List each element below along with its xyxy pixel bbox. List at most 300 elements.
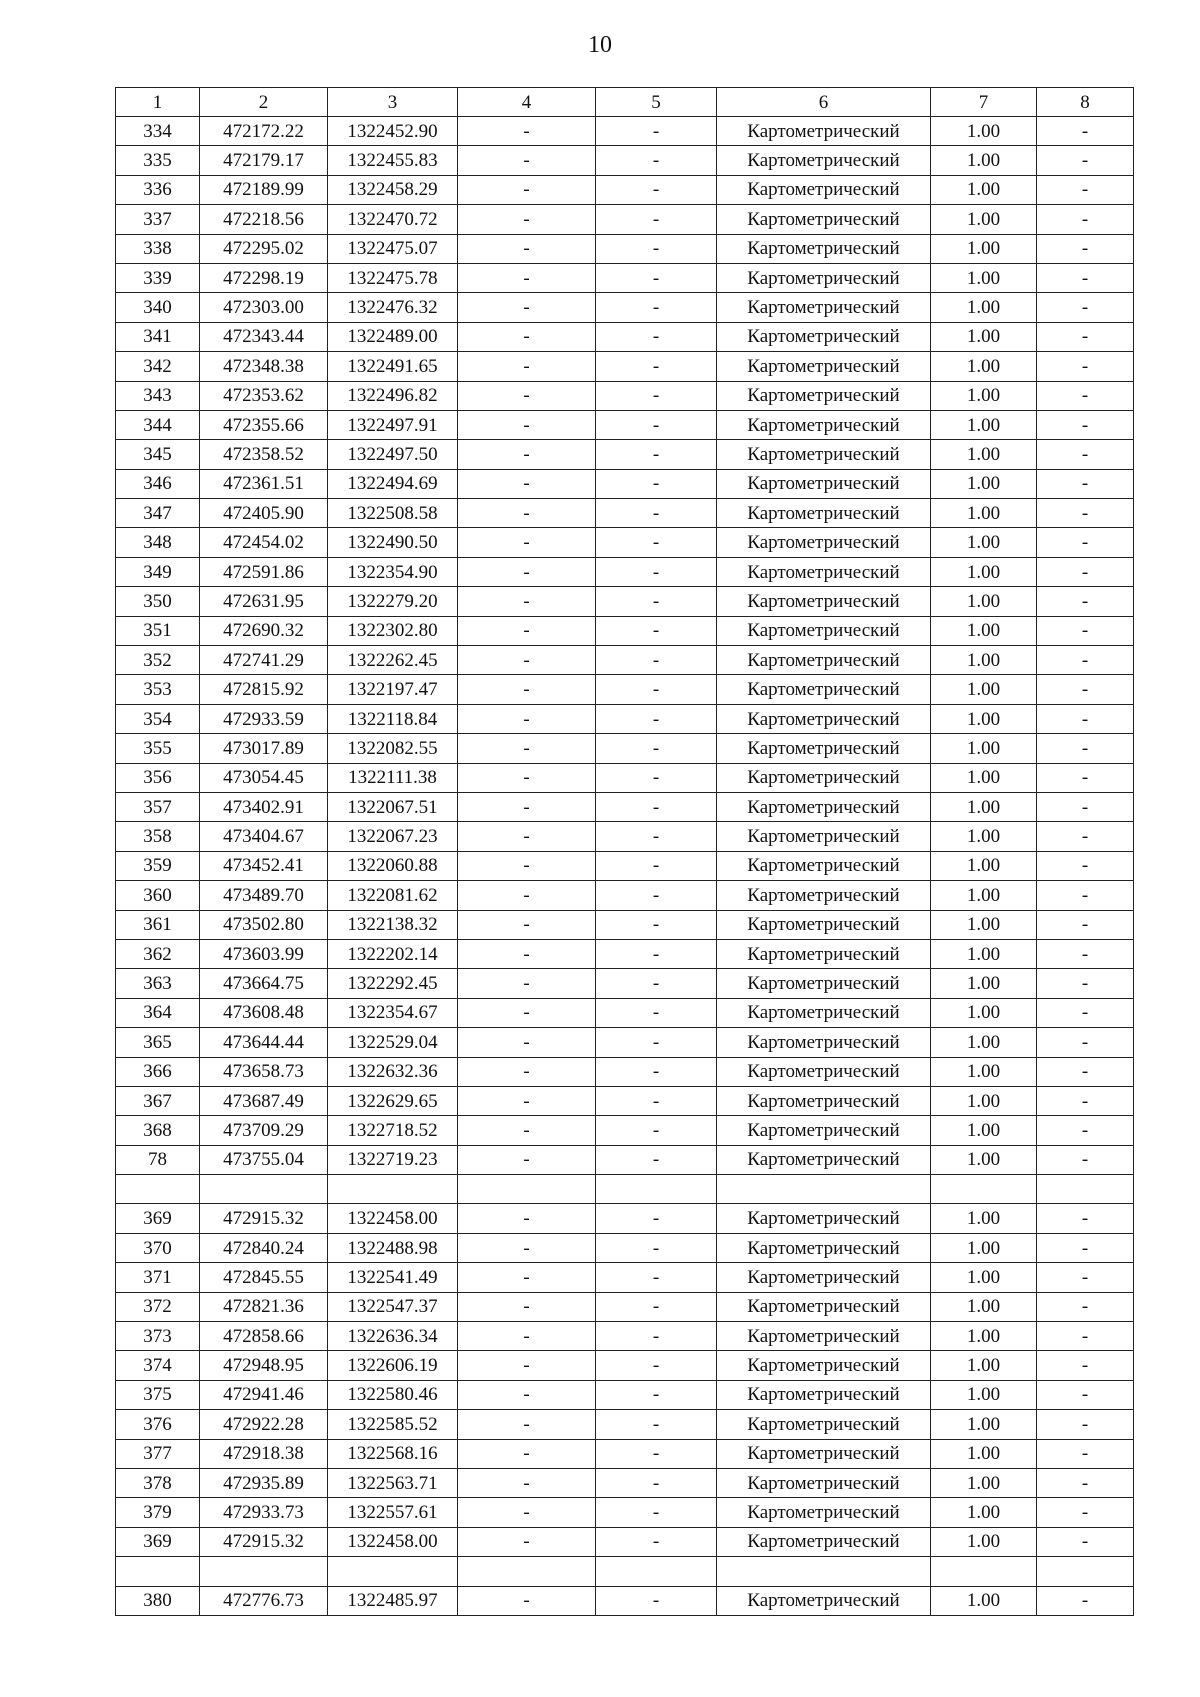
table-cell-col-2: 472348.38 bbox=[200, 352, 328, 381]
table-cell-col-5: - bbox=[596, 998, 717, 1027]
table-cell-col-4: - bbox=[458, 1204, 596, 1233]
table-row bbox=[116, 1527, 1134, 1556]
table-cell-col-2: 472915.32 bbox=[200, 1204, 328, 1233]
table-cell-col-8: - bbox=[1037, 1116, 1134, 1145]
table-cell-col-5: - bbox=[596, 1028, 717, 1057]
table-cell-col-2: 473502.80 bbox=[200, 910, 328, 939]
table-cell-col-4: - bbox=[458, 205, 596, 234]
table-cell-col-3: 1322081.62 bbox=[328, 881, 458, 910]
table-cell-col-1: 362 bbox=[116, 939, 200, 968]
table-cell-col-7: 1.00 bbox=[931, 175, 1037, 204]
table-cell-col-3: 1322547.37 bbox=[328, 1292, 458, 1321]
table-cell-col-2: 472690.32 bbox=[200, 616, 328, 645]
separator-row bbox=[116, 1175, 1134, 1204]
table-cell-col-6: Картометрический bbox=[717, 1263, 931, 1292]
table-cell-col-1: 339 bbox=[116, 263, 200, 292]
table-cell-col-2: 472918.38 bbox=[200, 1439, 328, 1468]
table-cell-col-1: 379 bbox=[116, 1498, 200, 1527]
table-cell-col-7: 1.00 bbox=[931, 1233, 1037, 1262]
table-cell-col-1: 356 bbox=[116, 763, 200, 792]
table-cell-col-4: - bbox=[458, 146, 596, 175]
table-cell-col-3: 1322636.34 bbox=[328, 1322, 458, 1351]
table-row bbox=[116, 1292, 1134, 1321]
table-cell-col-4: - bbox=[458, 1086, 596, 1115]
table-cell-col-4: - bbox=[458, 998, 596, 1027]
column-header-6: 6 bbox=[717, 88, 931, 117]
table-cell-col-4: - bbox=[458, 792, 596, 821]
table-cell-col-5: - bbox=[596, 352, 717, 381]
table-cell-col-4: - bbox=[458, 1233, 596, 1262]
table-cell-col-5: - bbox=[596, 175, 717, 204]
table-cell-col-4: - bbox=[458, 1028, 596, 1057]
table-row bbox=[116, 234, 1134, 263]
table-cell-col-3: 1322568.16 bbox=[328, 1439, 458, 1468]
table-cell-col-8: - bbox=[1037, 117, 1134, 146]
table-cell-col-2: 472172.22 bbox=[200, 117, 328, 146]
table-cell-col-4: - bbox=[458, 557, 596, 586]
table-row bbox=[116, 146, 1134, 175]
table-cell-col-7: 1.00 bbox=[931, 1028, 1037, 1057]
table-cell-col-6: Картометрический bbox=[717, 851, 931, 880]
table-cell-col-2 bbox=[200, 1557, 328, 1586]
table-cell-col-6: Картометрический bbox=[717, 1145, 931, 1174]
table-cell-col-2: 472343.44 bbox=[200, 322, 328, 351]
table-cell-col-4: - bbox=[458, 322, 596, 351]
table-cell-col-2: 472858.66 bbox=[200, 1322, 328, 1351]
table-cell-col-6: Картометрический bbox=[717, 587, 931, 616]
table-cell-col-6: Картометрический bbox=[717, 205, 931, 234]
table-row bbox=[116, 1439, 1134, 1468]
table-cell-col-7: 1.00 bbox=[931, 1498, 1037, 1527]
table-cell-col-2: 473017.89 bbox=[200, 734, 328, 763]
table-cell-col-7: 1.00 bbox=[931, 1380, 1037, 1409]
table-row bbox=[116, 1586, 1134, 1615]
column-header-4: 4 bbox=[458, 88, 596, 117]
table-row bbox=[116, 998, 1134, 1027]
table-cell-col-1: 369 bbox=[116, 1204, 200, 1233]
table-cell-col-4: - bbox=[458, 381, 596, 410]
table-cell-col-1: 337 bbox=[116, 205, 200, 234]
table-cell-col-3: 1322606.19 bbox=[328, 1351, 458, 1380]
table-cell-col-2: 472454.02 bbox=[200, 528, 328, 557]
table-cell-col-7: 1.00 bbox=[931, 146, 1037, 175]
table-row bbox=[116, 851, 1134, 880]
table-cell-col-3: 1322475.78 bbox=[328, 263, 458, 292]
table-cell-col-5: - bbox=[596, 410, 717, 439]
table-cell-col-2: 473054.45 bbox=[200, 763, 328, 792]
table-cell-col-2: 472845.55 bbox=[200, 1263, 328, 1292]
table-row bbox=[116, 1322, 1134, 1351]
table-cell-col-5: - bbox=[596, 1498, 717, 1527]
table-cell-col-8: - bbox=[1037, 1439, 1134, 1468]
table-cell-col-7: 1.00 bbox=[931, 234, 1037, 263]
table-cell-col-4: - bbox=[458, 528, 596, 557]
table-cell-col-8: - bbox=[1037, 1468, 1134, 1497]
table-cell-col-8: - bbox=[1037, 1410, 1134, 1439]
table-cell-col-2: 472815.92 bbox=[200, 675, 328, 704]
table-cell-col-3: 1322476.32 bbox=[328, 293, 458, 322]
table-cell-col-6: Картометрический bbox=[717, 1351, 931, 1380]
table-cell-col-6: Картометрический bbox=[717, 822, 931, 851]
table-cell-col-3: 1322118.84 bbox=[328, 704, 458, 733]
table-cell-col-5: - bbox=[596, 646, 717, 675]
table-cell-col-6: Картометрический bbox=[717, 381, 931, 410]
table-cell-col-2: 473404.67 bbox=[200, 822, 328, 851]
table-cell-col-1: 345 bbox=[116, 440, 200, 469]
table-cell-col-7: 1.00 bbox=[931, 440, 1037, 469]
table-cell-col-7: 1.00 bbox=[931, 410, 1037, 439]
table-cell-col-8: - bbox=[1037, 1204, 1134, 1233]
table-cell-col-1: 78 bbox=[116, 1145, 200, 1174]
table-cell-col-5: - bbox=[596, 234, 717, 263]
table-cell-col-1: 340 bbox=[116, 293, 200, 322]
table-cell-col-7: 1.00 bbox=[931, 704, 1037, 733]
table-row bbox=[116, 616, 1134, 645]
table-cell-col-3: 1322455.83 bbox=[328, 146, 458, 175]
table-cell-col-1: 347 bbox=[116, 499, 200, 528]
table-cell-col-6: Картометрический bbox=[717, 616, 931, 645]
table-cell-col-2: 472303.00 bbox=[200, 293, 328, 322]
table-cell-col-2: 472298.19 bbox=[200, 263, 328, 292]
table-cell-col-8: - bbox=[1037, 528, 1134, 557]
table-cell-col-3: 1322563.71 bbox=[328, 1468, 458, 1497]
table-row bbox=[116, 1233, 1134, 1262]
table-cell-col-3: 1322497.91 bbox=[328, 410, 458, 439]
table-cell-col-6: Картометрический bbox=[717, 675, 931, 704]
table-cell-col-2: 472915.32 bbox=[200, 1527, 328, 1556]
table-cell-col-5: - bbox=[596, 1410, 717, 1439]
table-cell-col-2: 472933.73 bbox=[200, 1498, 328, 1527]
table-cell-col-3: 1322529.04 bbox=[328, 1028, 458, 1057]
table-cell-col-3: 1322262.45 bbox=[328, 646, 458, 675]
table-cell-col-8: - bbox=[1037, 646, 1134, 675]
table-cell-col-2: 472840.24 bbox=[200, 1233, 328, 1262]
table-cell-col-1: 352 bbox=[116, 646, 200, 675]
table-cell-col-3: 1322496.82 bbox=[328, 381, 458, 410]
table-cell-col-5: - bbox=[596, 881, 717, 910]
table-cell-col-4: - bbox=[458, 410, 596, 439]
table-cell-col-5: - bbox=[596, 675, 717, 704]
table-cell-col-2: 472179.17 bbox=[200, 146, 328, 175]
table-row bbox=[116, 440, 1134, 469]
table-cell-col-5: - bbox=[596, 1380, 717, 1409]
table-cell-col-1: 344 bbox=[116, 410, 200, 439]
table-cell-col-4: - bbox=[458, 587, 596, 616]
table-row bbox=[116, 1468, 1134, 1497]
table-cell-col-7: 1.00 bbox=[931, 1145, 1037, 1174]
table-cell-col-6: Картометрический bbox=[717, 939, 931, 968]
table-cell-col-1: 350 bbox=[116, 587, 200, 616]
table-cell-col-4: - bbox=[458, 175, 596, 204]
table-cell-col-2: 472935.89 bbox=[200, 1468, 328, 1497]
table-cell-col-4: - bbox=[458, 1116, 596, 1145]
table-cell-col-4: - bbox=[458, 646, 596, 675]
table-cell-col-1: 341 bbox=[116, 322, 200, 351]
table-cell-col-6: Картометрический bbox=[717, 557, 931, 586]
table-cell-col-6: Картометрический bbox=[717, 1586, 931, 1615]
table-cell-col-1: 343 bbox=[116, 381, 200, 410]
table-cell-col-4: - bbox=[458, 1498, 596, 1527]
table-cell-col-6: Картометрический bbox=[717, 1057, 931, 1086]
table-cell-col-2: 473644.44 bbox=[200, 1028, 328, 1057]
table-cell-col-1: 348 bbox=[116, 528, 200, 557]
table-cell-col-4: - bbox=[458, 763, 596, 792]
table-cell-col-2: 472741.29 bbox=[200, 646, 328, 675]
table-cell-col-6 bbox=[717, 1557, 931, 1586]
table-cell-col-7 bbox=[931, 1557, 1037, 1586]
table-row bbox=[116, 939, 1134, 968]
table-cell-col-8: - bbox=[1037, 969, 1134, 998]
table-cell-col-1: 372 bbox=[116, 1292, 200, 1321]
table-cell-col-5: - bbox=[596, 1233, 717, 1262]
table-cell-col-3: 1322629.65 bbox=[328, 1086, 458, 1115]
table-cell-col-8: - bbox=[1037, 557, 1134, 586]
table-cell-col-4: - bbox=[458, 851, 596, 880]
table-row bbox=[116, 675, 1134, 704]
table-cell-col-5: - bbox=[596, 1204, 717, 1233]
table-cell-col-2: 473658.73 bbox=[200, 1057, 328, 1086]
table-cell-col-3: 1322719.23 bbox=[328, 1145, 458, 1174]
table-cell-col-2: 472358.52 bbox=[200, 440, 328, 469]
table-cell-col-8: - bbox=[1037, 881, 1134, 910]
table-cell-col-6: Картометрический bbox=[717, 1086, 931, 1115]
table-cell-col-3: 1322718.52 bbox=[328, 1116, 458, 1145]
table-cell-col-4: - bbox=[458, 440, 596, 469]
table-cell-col-6: Картометрический bbox=[717, 322, 931, 351]
table-cell-col-4: - bbox=[458, 293, 596, 322]
table-cell-col-6 bbox=[717, 1175, 931, 1204]
table-cell-col-5: - bbox=[596, 1263, 717, 1292]
table-cell-col-2: 472295.02 bbox=[200, 234, 328, 263]
table-cell-col-4: - bbox=[458, 1351, 596, 1380]
table-cell-col-6: Картометрический bbox=[717, 792, 931, 821]
table-cell-col-5: - bbox=[596, 205, 717, 234]
table-cell-col-5: - bbox=[596, 939, 717, 968]
table-cell-col-1: 336 bbox=[116, 175, 200, 204]
table-cell-col-3: 1322632.36 bbox=[328, 1057, 458, 1086]
table-cell-col-5: - bbox=[596, 528, 717, 557]
table-cell-col-8: - bbox=[1037, 734, 1134, 763]
separator-row bbox=[116, 1557, 1134, 1586]
table-cell-col-7: 1.00 bbox=[931, 1322, 1037, 1351]
table-cell-col-1: 334 bbox=[116, 117, 200, 146]
table-cell-col-7: 1.00 bbox=[931, 263, 1037, 292]
table-cell-col-5: - bbox=[596, 969, 717, 998]
table-cell-col-1: 369 bbox=[116, 1527, 200, 1556]
column-header-1: 1 bbox=[116, 88, 200, 117]
table-cell-col-6: Картометрический bbox=[717, 352, 931, 381]
table-row bbox=[116, 410, 1134, 439]
table-cell-col-1: 342 bbox=[116, 352, 200, 381]
coordinates-table bbox=[115, 87, 1134, 1616]
table-cell-col-6: Картометрический bbox=[717, 1322, 931, 1351]
table-cell-col-1: 373 bbox=[116, 1322, 200, 1351]
table-cell-col-3: 1322458.29 bbox=[328, 175, 458, 204]
table-cell-col-6: Картометрический bbox=[717, 704, 931, 733]
table-cell-col-4: - bbox=[458, 499, 596, 528]
table-cell-col-5: - bbox=[596, 440, 717, 469]
table-cell-col-7: 1.00 bbox=[931, 293, 1037, 322]
table-cell-col-6: Картометрический bbox=[717, 234, 931, 263]
table-cell-col-4: - bbox=[458, 263, 596, 292]
table-cell-col-2: 472821.36 bbox=[200, 1292, 328, 1321]
table-cell-col-1: 351 bbox=[116, 616, 200, 645]
table-cell-col-3: 1322490.50 bbox=[328, 528, 458, 557]
table-cell-col-2: 472353.62 bbox=[200, 381, 328, 410]
table-cell-col-7: 1.00 bbox=[931, 998, 1037, 1027]
table-cell-col-8: - bbox=[1037, 234, 1134, 263]
table-cell-col-3: 1322138.32 bbox=[328, 910, 458, 939]
table-cell-col-3 bbox=[328, 1175, 458, 1204]
table-cell-col-8: - bbox=[1037, 381, 1134, 410]
table-cell-col-3: 1322541.49 bbox=[328, 1263, 458, 1292]
table-cell-col-5: - bbox=[596, 469, 717, 498]
table-cell-col-8: - bbox=[1037, 1527, 1134, 1556]
table-cell-col-3: 1322557.61 bbox=[328, 1498, 458, 1527]
table-cell-col-8 bbox=[1037, 1557, 1134, 1586]
table-cell-col-5: - bbox=[596, 117, 717, 146]
table-cell-col-1: 364 bbox=[116, 998, 200, 1027]
table-cell-col-3: 1322489.00 bbox=[328, 322, 458, 351]
table-cell-col-8: - bbox=[1037, 263, 1134, 292]
table-cell-col-3: 1322458.00 bbox=[328, 1204, 458, 1233]
table-cell-col-2: 473687.49 bbox=[200, 1086, 328, 1115]
table-cell-col-3: 1322470.72 bbox=[328, 205, 458, 234]
table-cell-col-5: - bbox=[596, 704, 717, 733]
table-row bbox=[116, 293, 1134, 322]
table-cell-col-3: 1322354.67 bbox=[328, 998, 458, 1027]
table-cell-col-1: 371 bbox=[116, 1263, 200, 1292]
table-cell-col-1: 360 bbox=[116, 881, 200, 910]
table-row bbox=[116, 381, 1134, 410]
table-cell-col-8: - bbox=[1037, 469, 1134, 498]
table-cell-col-5: - bbox=[596, 557, 717, 586]
table-cell-col-5 bbox=[596, 1175, 717, 1204]
table-cell-col-3 bbox=[328, 1557, 458, 1586]
table-cell-col-3: 1322302.80 bbox=[328, 616, 458, 645]
table-cell-col-3: 1322067.51 bbox=[328, 792, 458, 821]
table-cell-col-8: - bbox=[1037, 293, 1134, 322]
table-cell-col-2: 472591.86 bbox=[200, 557, 328, 586]
table-row bbox=[116, 1263, 1134, 1292]
table-cell-col-5: - bbox=[596, 792, 717, 821]
table-cell-col-5: - bbox=[596, 1439, 717, 1468]
table-cell-col-3: 1322475.07 bbox=[328, 234, 458, 263]
table-cell-col-7: 1.00 bbox=[931, 469, 1037, 498]
table-cell-col-4: - bbox=[458, 1468, 596, 1497]
table-cell-col-5: - bbox=[596, 763, 717, 792]
table-cell-col-1: 378 bbox=[116, 1468, 200, 1497]
table-cell-col-5: - bbox=[596, 822, 717, 851]
table-row bbox=[116, 646, 1134, 675]
table-cell-col-7 bbox=[931, 1175, 1037, 1204]
table-row bbox=[116, 1351, 1134, 1380]
table-row bbox=[116, 969, 1134, 998]
table-row bbox=[116, 263, 1134, 292]
table-row bbox=[116, 1380, 1134, 1409]
table-cell-col-4: - bbox=[458, 1410, 596, 1439]
table-cell-col-2: 472776.73 bbox=[200, 1586, 328, 1615]
table-cell-col-4: - bbox=[458, 1322, 596, 1351]
table-cell-col-5: - bbox=[596, 910, 717, 939]
table-cell-col-3: 1322292.45 bbox=[328, 969, 458, 998]
table-row bbox=[116, 792, 1134, 821]
table-cell-col-8: - bbox=[1037, 1322, 1134, 1351]
table-cell-col-8: - bbox=[1037, 205, 1134, 234]
table-cell-col-8: - bbox=[1037, 910, 1134, 939]
table-cell-col-7: 1.00 bbox=[931, 792, 1037, 821]
table-cell-col-8: - bbox=[1037, 1086, 1134, 1115]
table-cell-col-4: - bbox=[458, 616, 596, 645]
table-cell-col-4: - bbox=[458, 734, 596, 763]
table-body bbox=[116, 117, 1134, 1616]
table-cell-col-8: - bbox=[1037, 1057, 1134, 1086]
table-cell-col-8: - bbox=[1037, 616, 1134, 645]
table-cell-col-8: - bbox=[1037, 1292, 1134, 1321]
table-cell-col-8: - bbox=[1037, 1028, 1134, 1057]
table-cell-col-7: 1.00 bbox=[931, 822, 1037, 851]
table-cell-col-7: 1.00 bbox=[931, 763, 1037, 792]
table-cell-col-6: Картометрический bbox=[717, 440, 931, 469]
table-cell-col-6: Картометрический bbox=[717, 1498, 931, 1527]
table-cell-col-1: 370 bbox=[116, 1233, 200, 1262]
table-cell-col-2: 473755.04 bbox=[200, 1145, 328, 1174]
table-cell-col-7: 1.00 bbox=[931, 1204, 1037, 1233]
table-cell-col-3: 1322491.65 bbox=[328, 352, 458, 381]
table-cell-col-7: 1.00 bbox=[931, 117, 1037, 146]
table-cell-col-1 bbox=[116, 1175, 200, 1204]
column-header-8: 8 bbox=[1037, 88, 1134, 117]
table-cell-col-7: 1.00 bbox=[931, 1527, 1037, 1556]
table-cell-col-7: 1.00 bbox=[931, 1057, 1037, 1086]
table-cell-col-3: 1322111.38 bbox=[328, 763, 458, 792]
table-cell-col-3: 1322585.52 bbox=[328, 1410, 458, 1439]
table-cell-col-1: 366 bbox=[116, 1057, 200, 1086]
table-cell-col-6: Картометрический bbox=[717, 1028, 931, 1057]
table-cell-col-1: 354 bbox=[116, 704, 200, 733]
table-cell-col-6: Картометрический bbox=[717, 734, 931, 763]
table-cell-col-3: 1322354.90 bbox=[328, 557, 458, 586]
table-cell-col-4: - bbox=[458, 1057, 596, 1086]
table-cell-col-1: 338 bbox=[116, 234, 200, 263]
table-cell-col-6: Картометрический bbox=[717, 263, 931, 292]
table-row bbox=[116, 734, 1134, 763]
table-cell-col-7: 1.00 bbox=[931, 587, 1037, 616]
table-row bbox=[116, 1116, 1134, 1145]
table-cell-col-5: - bbox=[596, 499, 717, 528]
table-cell-col-4: - bbox=[458, 1145, 596, 1174]
table-row bbox=[116, 822, 1134, 851]
table-cell-col-7: 1.00 bbox=[931, 881, 1037, 910]
table-cell-col-8: - bbox=[1037, 763, 1134, 792]
table-cell-col-1: 359 bbox=[116, 851, 200, 880]
table-row bbox=[116, 910, 1134, 939]
table-row bbox=[116, 175, 1134, 204]
table-cell-col-7: 1.00 bbox=[931, 1086, 1037, 1115]
table-cell-col-8: - bbox=[1037, 939, 1134, 968]
column-header-2: 2 bbox=[200, 88, 328, 117]
table-cell-col-8: - bbox=[1037, 1233, 1134, 1262]
table-cell-col-4: - bbox=[458, 1292, 596, 1321]
table-row bbox=[116, 117, 1134, 146]
table-cell-col-8: - bbox=[1037, 998, 1134, 1027]
table-cell-col-3: 1322458.00 bbox=[328, 1527, 458, 1556]
table-cell-col-2: 473603.99 bbox=[200, 939, 328, 968]
table-row bbox=[116, 1028, 1134, 1057]
table-cell-col-1: 346 bbox=[116, 469, 200, 498]
table-cell-col-2: 473489.70 bbox=[200, 881, 328, 910]
table-cell-col-3: 1322580.46 bbox=[328, 1380, 458, 1409]
